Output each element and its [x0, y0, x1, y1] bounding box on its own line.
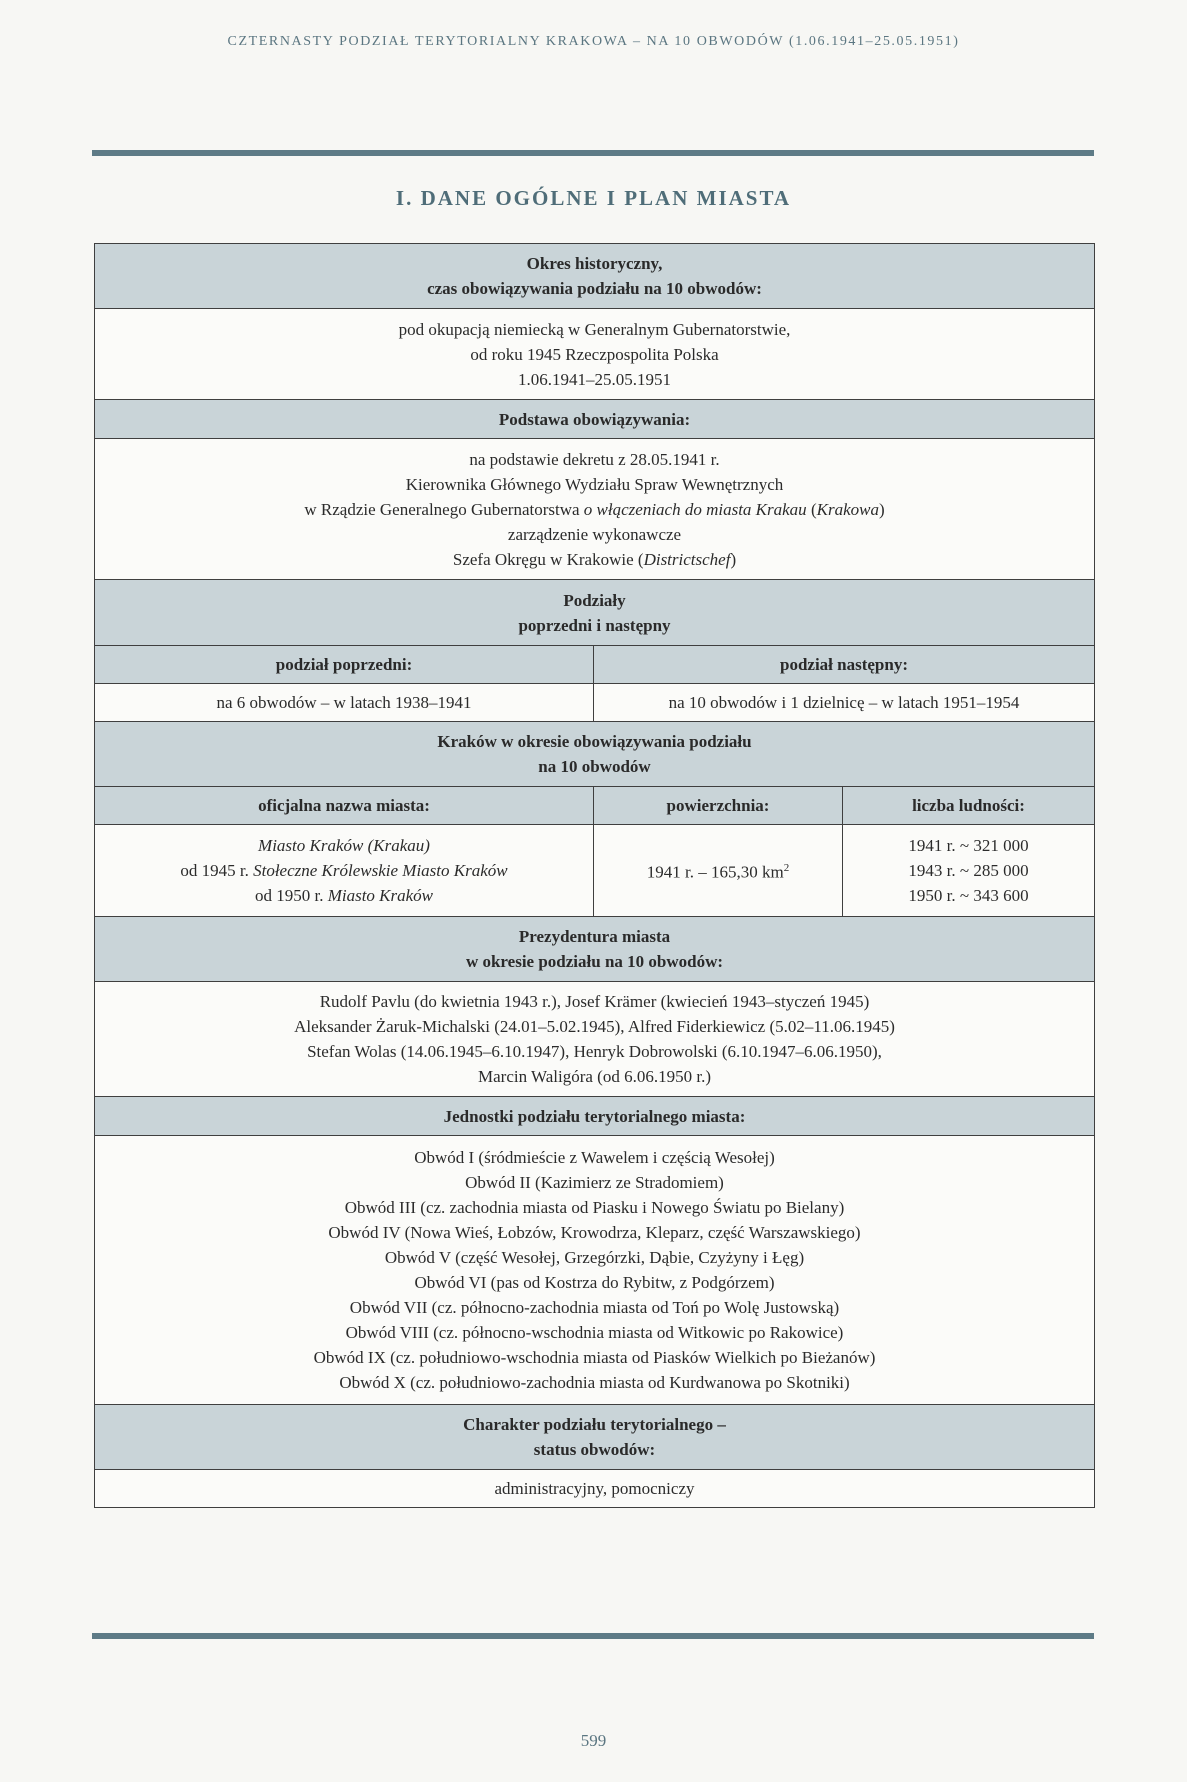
period-header: Okres historyczny, czas obowiązywania podziału na 10 obwodów: — [95, 244, 1095, 309]
divisions-labels-row — [95, 646, 1095, 684]
period-body-row — [95, 309, 1095, 400]
character-body-row — [95, 1470, 1095, 1508]
units-body-row — [95, 1136, 1095, 1405]
presidency-header: Prezydentura miasta w okresie podziału na 10 obwodów: — [95, 917, 1095, 982]
list-item: Obwód VIII (cz. północno-wschodnia miasta od Witkowic po Rakowice) — [345, 1323, 844, 1342]
section-title: I. DANE OGÓLNE I PLAN MIASTA — [395, 186, 792, 210]
units-body — [95, 1136, 1095, 1405]
presidency-body: Rudolf Pavlu (do kwietnia 1943 r.), Josef Krämer (kwiecień 1943–styczeń 1945) Aleksander Żaruk-Michalski (24.01–5.02.1945), Alfred Fiderkiewicz (5.02–11.06.1945) Stefan Wolas (14.06.1945–6.10.1947), Henryk Dobrowolski (6.10.1947–6.06.1950), Marcin Waligóra (od 6.06.1950 r.) — [95, 982, 1095, 1097]
city-area-column-header: powierzchnia: — [594, 787, 843, 825]
next-division-label: podział następny: — [594, 646, 1095, 684]
list-item: Obwód III (cz. zachodnia miasta od Piasku i Nowego Światu po Bielany) — [344, 1198, 845, 1217]
divisions-values-row — [95, 684, 1095, 722]
bottom-rule — [92, 1633, 1094, 1639]
basis-body-row — [95, 439, 1095, 580]
city-area: 1941 r. – 165,30 $km^2$ — [594, 825, 843, 917]
general-data-table — [94, 243, 1095, 1508]
city-official-name: Miasto Kraków (Krakau) od 1945 r. Stołeczne Królewskie Miasto Kraków od 1950 r. Miasto Kraków — [95, 825, 594, 917]
period-header-row — [95, 244, 1095, 309]
divisions-header: Podziały poprzedni i następny — [95, 580, 1095, 646]
basis-body: na podstawie dekretu z 28.05.1941 r. Kierownika Głównego Wydziału Spraw Wewnętrznych w Rządzie Generalnego Gubernatorstwa o włączeniach do miasta Krakau (Krakowa) zarządzenie wykonawcze Szefa Okręgu w Krakowie (Districtschef) — [95, 439, 1095, 580]
character-header-row — [95, 1405, 1095, 1470]
city-header: Kraków w okresie obowiązywania podziału na 10 obwodów — [95, 722, 1095, 787]
character-header: Charakter podziału terytorialnego – status obwodów: — [95, 1405, 1095, 1470]
list-item: Obwód IX (cz. południowo-wschodnia miasta od Piasków Wielkich po Bieżanów) — [313, 1348, 876, 1367]
previous-division-label: podział poprzedni: — [95, 646, 594, 684]
page-number: 599 — [580, 1731, 607, 1750]
city-population-column-header: liczba ludności: — [843, 787, 1095, 825]
running-head: CZTERNASTY PODZIAŁ TERYTORIALNY KRAKOWA – NA 10 OBWODÓW (1.06.1941–25.05.1951) — [227, 34, 960, 49]
list-item: Obwód II (Kazimierz ze Stradomiem) — [465, 1173, 724, 1192]
divisions-header-row — [95, 580, 1095, 646]
presidency-header-row — [95, 917, 1095, 982]
city-values-row — [95, 825, 1095, 917]
next-division-value: na 10 obwodów i 1 dzielnicę – w latach 1951–1954 — [594, 684, 1095, 722]
basis-header: Podstawa obowiązywania: — [95, 400, 1095, 439]
list-item: Obwód VI (pas od Kostrza do Rybitw, z Podgórzem) — [414, 1273, 775, 1292]
city-name-column-header: oficjalna nazwa miasta: — [95, 787, 594, 825]
top-rule — [92, 150, 1094, 156]
list-item: Obwód I (śródmieście z Wawelem i częścią Wesołej) — [414, 1148, 775, 1167]
units-header: Jednostki podziału terytorialnego miasta: — [95, 1097, 1095, 1136]
list-item: Obwód X (cz. południowo-zachodnia miasta od Kurdwanowa po Skotniki) — [339, 1373, 850, 1392]
city-population: 1941 r. ~ 321 000 1943 r. ~ 285 000 1950 r. ~ 343 600 — [843, 825, 1095, 917]
units-header-row — [95, 1097, 1095, 1136]
city-columns-row — [95, 787, 1095, 825]
basis-header-row — [95, 400, 1095, 439]
presidency-body-row — [95, 982, 1095, 1097]
list-item: Obwód IV (Nowa Wieś, Łobzów, Krowodrza, Kleparz, część Warszawskiego) — [328, 1223, 861, 1242]
list-item: Obwód VII (cz. północno-zachodnia miasta od Toń po Wolę Justowską) — [349, 1298, 840, 1317]
period-body: pod okupacją niemiecką w Generalnym Gubernatorstwie, od roku 1945 Rzeczpospolita Polska 1.06.1941–25.05.1951 — [95, 309, 1095, 400]
city-header-row — [95, 722, 1095, 787]
list-item: Obwód V (część Wesołej, Grzegórzki, Dąbie, Czyżyny i Łęg) — [384, 1248, 805, 1267]
character-body: administracyjny, pomocniczy — [95, 1470, 1095, 1508]
previous-division-value: na 6 obwodów – w latach 1938–1941 — [95, 684, 594, 722]
